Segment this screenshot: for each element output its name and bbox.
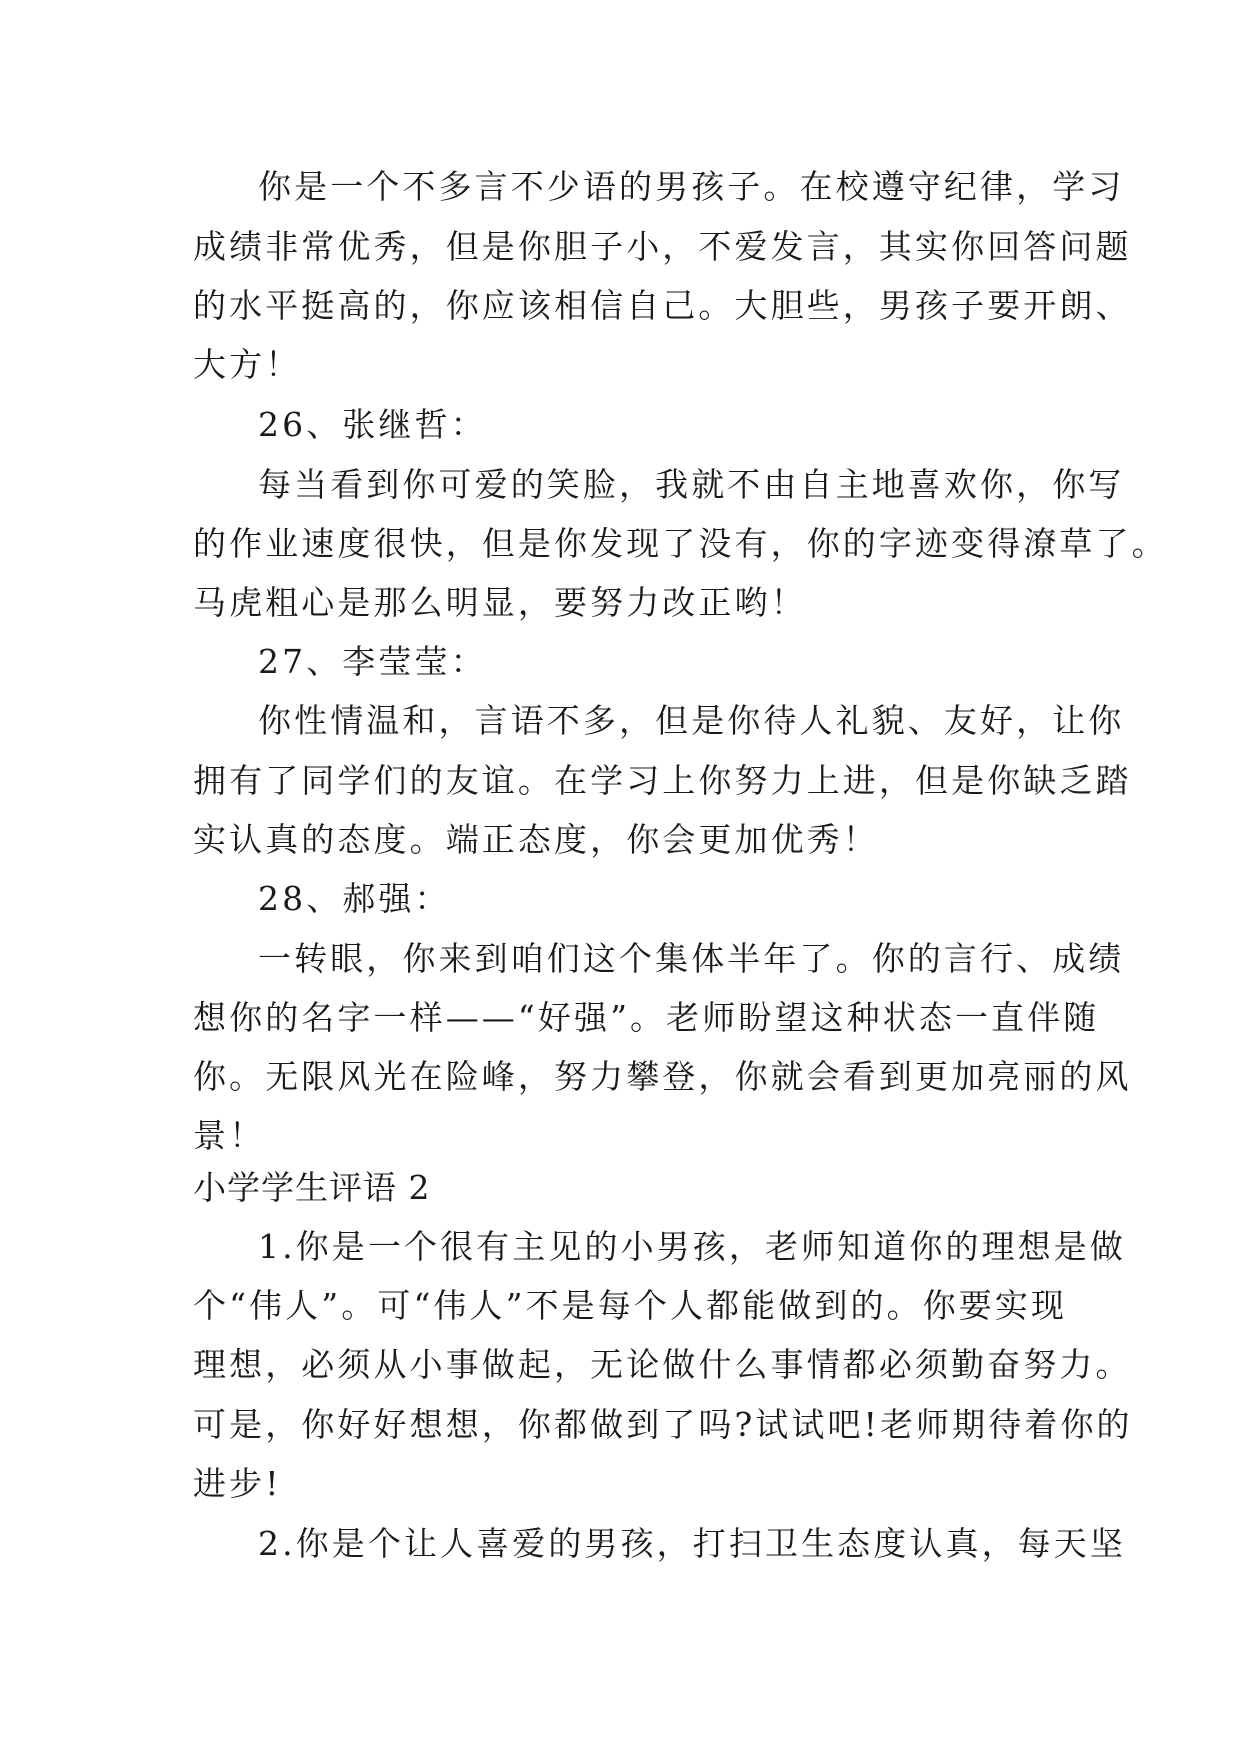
paragraph-line: 拥有了同学们的友谊。在学习上你努力上进，但是你缺乏踏 — [193, 761, 1132, 800]
paragraph-line: 大方！ — [193, 345, 302, 384]
paragraph-line: 实认真的态度。端正态度，你会更加优秀！ — [193, 820, 879, 859]
paragraph-line: 你。无限风光在险峰，努力攀登，你就会看到更加亮丽的风 — [193, 1057, 1132, 1096]
paragraph-line: 进步! — [193, 1464, 282, 1503]
paragraph-line: 成绩非常优秀，但是你胆子小，不爱发言，其实你回答问题 — [193, 227, 1132, 266]
paragraph-line: 想你的名字一样——“好强”。老师盼望这种状态一直伴随 — [193, 998, 1100, 1037]
section-title: 小学学生评语 2 — [193, 1168, 431, 1207]
paragraph-line: 理想，必须从小事做起，无论做什么事情都必须勤奋努力。 — [193, 1345, 1132, 1384]
paragraph-line: 你性情温和，言语不多，但是你待人礼貌、友好，让你 — [258, 701, 1125, 740]
paragraph-line: 每当看到你可爱的笑脸，我就不由自主地喜欢你，你写 — [258, 465, 1125, 504]
paragraph-line: 的水平挺高的，你应该相信自己。大胆些，男孩子要开朗、 — [193, 286, 1132, 325]
paragraph-line: 个“伟人”。可“伟人”不是每个人都能做到的。你要实现 — [193, 1286, 1068, 1325]
paragraph-line: 可是，你好好想想，你都做到了吗?试试吧!老师期待着你的 — [193, 1405, 1133, 1444]
paragraph-line: 景！ — [193, 1116, 266, 1155]
paragraph-line: 你是一个不多言不少语的男孩子。在校遵守纪律，学习 — [258, 167, 1125, 206]
student-heading: 28、郝强： — [258, 879, 451, 918]
paragraph-line: 2.你是个让人喜爱的男孩，打扫卫生态度认真，每天坚 — [258, 1524, 1126, 1563]
paragraph-line: 一转眼，你来到咱们这个集体半年了。你的言行、成绩 — [258, 939, 1125, 978]
paragraph-line: 马虎粗心是那么明显，要努力改正哟！ — [193, 583, 807, 622]
student-heading: 26、张继哲： — [258, 405, 487, 444]
student-heading: 27、李莹莹： — [258, 642, 487, 681]
paragraph-line: 的作业速度很快，但是你发现了没有，你的字迹变得潦草了。 — [193, 524, 1168, 563]
paragraph-line: 1.你是一个很有主见的小男孩，老师知道你的理想是做 — [258, 1227, 1126, 1266]
